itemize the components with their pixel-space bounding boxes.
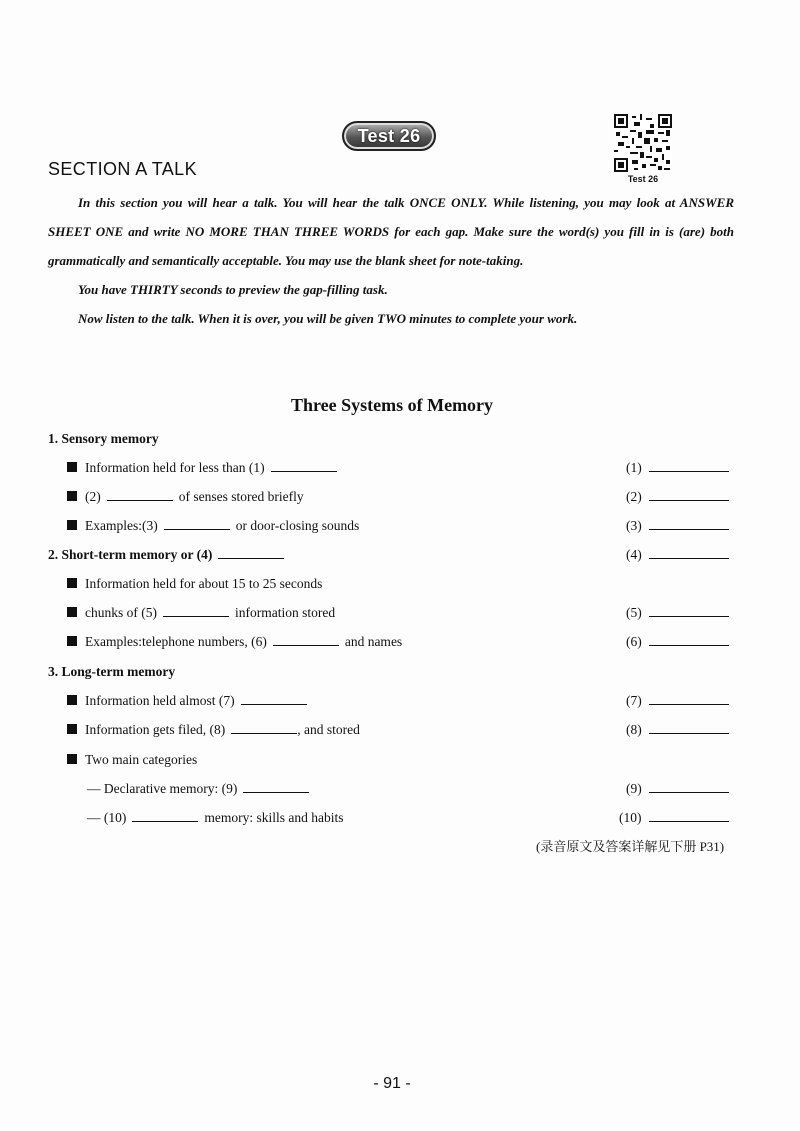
- bullet-item: Information held for about 15 to 25 seconds: [67, 574, 322, 594]
- gap-blank[interactable]: [231, 720, 297, 734]
- bullet-item: Information held for less than (1): [67, 458, 343, 478]
- section-heading: 2. Short-term memory or (4): [48, 545, 290, 565]
- outline-row: [0, 603, 800, 623]
- dash-item: — Declarative memory: (9): [87, 779, 315, 799]
- page-number: - 91 -: [373, 1075, 411, 1092]
- gap-blank[interactable]: [241, 691, 307, 705]
- gap-blank[interactable]: [107, 487, 173, 501]
- outline-row: [0, 458, 800, 478]
- answer-slot[interactable]: (7): [626, 691, 729, 711]
- gap-blank[interactable]: [163, 603, 229, 617]
- square-bullet-icon: [67, 724, 77, 734]
- qr-caption: Test 26: [627, 174, 659, 184]
- outline-row: [0, 545, 800, 565]
- gap-blank[interactable]: [273, 632, 339, 646]
- outline-row: [0, 662, 800, 682]
- square-bullet-icon: [67, 462, 77, 472]
- outline-row: [0, 632, 800, 652]
- outline-row: [0, 750, 800, 770]
- instructions-paragraph: You have THIRTY seconds to preview the gap-filling task.: [78, 282, 388, 297]
- answer-slot[interactable]: (10): [619, 808, 729, 828]
- square-bullet-icon: [67, 695, 77, 705]
- gap-blank[interactable]: [132, 808, 198, 822]
- square-bullet-icon: [67, 636, 77, 646]
- outline-row: [0, 779, 800, 799]
- dash-item: — (10) memory: skills and habits: [87, 810, 344, 825]
- reference-note: (录音原文及答案详解见下册 P31): [536, 839, 725, 854]
- answer-slot[interactable]: (9): [626, 779, 729, 799]
- section-title: SECTION A TALK: [48, 159, 197, 179]
- section-heading: 3. Long-term memory: [48, 664, 176, 679]
- answer-slot[interactable]: (1): [626, 458, 729, 478]
- gap-blank[interactable]: [218, 545, 284, 559]
- qr-code-icon: [614, 114, 672, 172]
- outline-row: [0, 516, 800, 536]
- answer-slot[interactable]: (3): [626, 516, 729, 536]
- square-bullet-icon: [67, 520, 77, 530]
- bullet-item: Information held almost (7): [67, 691, 313, 711]
- bullet-item: (2) of senses stored briefly: [67, 487, 304, 507]
- gap-blank[interactable]: [243, 779, 309, 793]
- answer-slot[interactable]: (4): [626, 545, 729, 565]
- worksheet-title: Three Systems of Memory: [290, 395, 494, 415]
- bullet-item: Information gets filed, (8) , and stored: [67, 720, 360, 740]
- bullet-item: chunks of (5) information stored: [67, 603, 335, 623]
- bullet-item: Examples:telephone numbers, (6) and names: [67, 632, 402, 652]
- square-bullet-icon: [67, 491, 77, 501]
- section-heading: 1. Sensory memory: [48, 431, 159, 446]
- answer-slot[interactable]: (5): [626, 603, 729, 623]
- square-bullet-icon: [67, 578, 77, 588]
- gap-blank[interactable]: [271, 458, 337, 472]
- square-bullet-icon: [67, 607, 77, 617]
- outline-row: [0, 487, 800, 507]
- test-badge-label: Test 26: [357, 125, 421, 146]
- outline-row: [0, 720, 800, 740]
- instructions-paragraph: In this section you will hear a talk. You will hear the talk ONCE ONLY. While listening, you may look at ANSWER SHEET ONE and write NO MORE THAN THREE WORDS for each gap. Make sure the word(s) you fill in is (are) both grammatically and semantically acceptable. You may use the blank sheet for note-taking.: [48, 195, 734, 268]
- answer-slot[interactable]: (8): [626, 720, 729, 740]
- outline-row: [0, 808, 800, 828]
- instructions-paragraph: Now listen to the talk. When it is over, you will be given TWO minutes to complete your work.: [78, 311, 578, 326]
- outline-row: [0, 691, 800, 711]
- bullet-item: Examples:(3) or door-closing sounds: [67, 516, 359, 536]
- bullet-item: Two main categories: [67, 750, 197, 770]
- gap-blank[interactable]: [164, 516, 230, 530]
- outline-row: [0, 574, 800, 594]
- answer-slot[interactable]: (2): [626, 487, 729, 507]
- answer-slot[interactable]: (6): [626, 632, 729, 652]
- instructions: [48, 188, 734, 333]
- test-badge: [342, 121, 436, 151]
- outline-row: [0, 429, 800, 449]
- square-bullet-icon: [67, 754, 77, 764]
